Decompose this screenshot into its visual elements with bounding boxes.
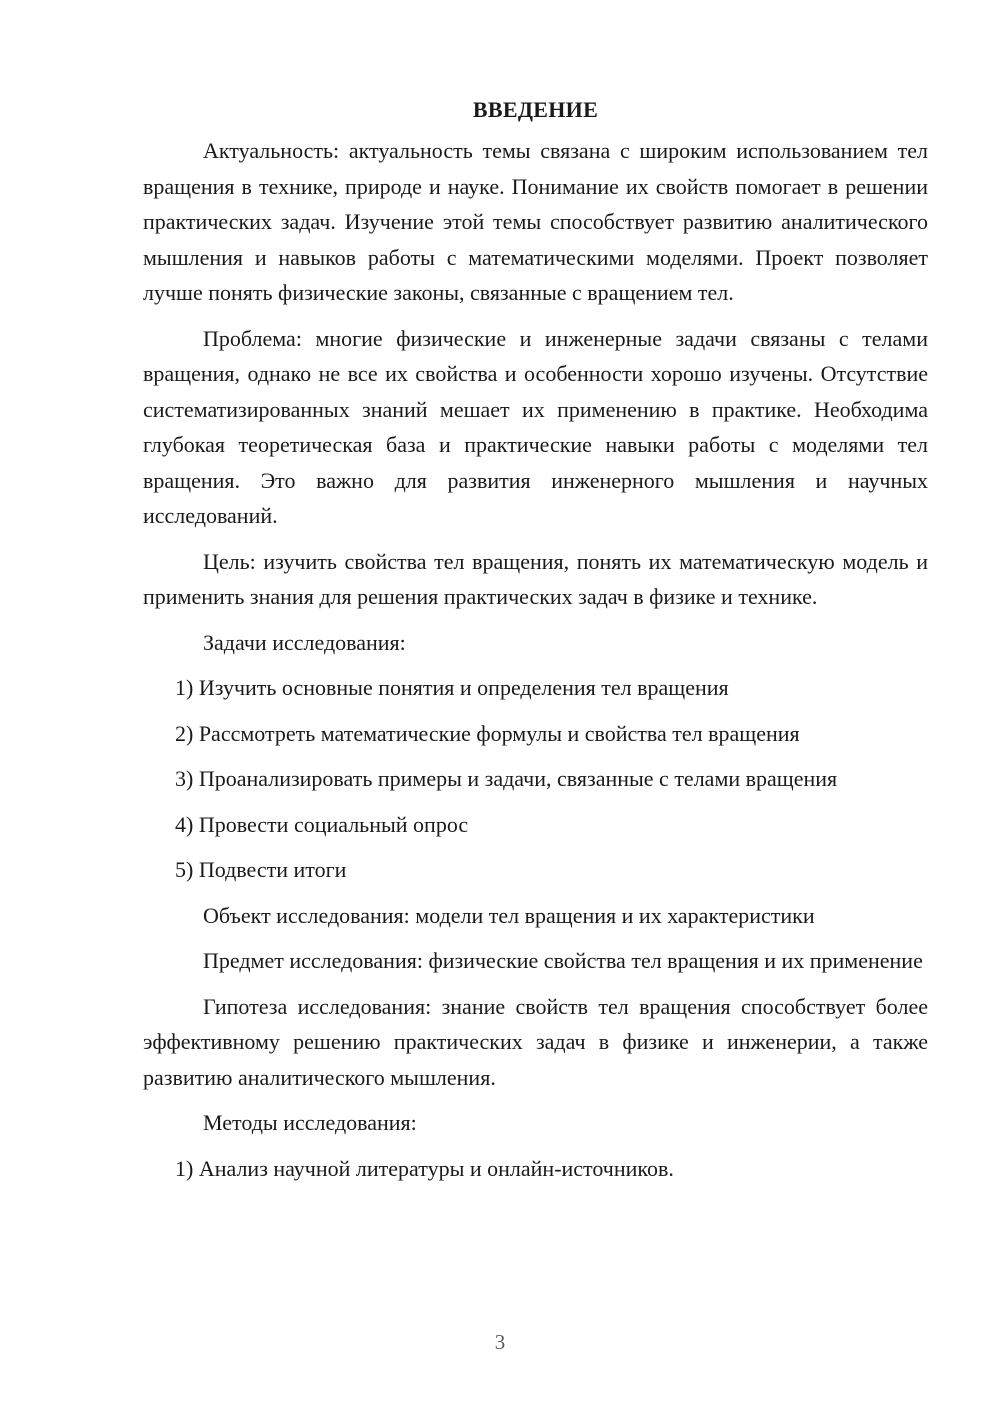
- list-item: 1) Изучить основные понятия и определения тел вращения: [175, 675, 729, 700]
- goal-paragraph: Цель: изучить свойства тел вращения, понять их математическую модель и применить знания для решения практических задач в физике и технике.: [143, 548, 928, 609]
- document-page: [143, 92, 928, 1196]
- list-item: 3) Проанализировать примеры и задачи, связанные с телами вращения: [175, 766, 838, 791]
- object-paragraph: Объект исследования: модели тел вращения и их характеристики: [203, 902, 815, 928]
- methods-list: [143, 1151, 928, 1187]
- page-number: 3: [494, 1330, 506, 1354]
- methods-heading: Методы исследования:: [203, 1110, 417, 1135]
- tasks-list: [143, 670, 928, 888]
- subject-paragraph: Предмет исследования: физические свойства тел вращения и их применение: [203, 948, 923, 973]
- list-item: 1) Анализ научной литературы и онлайн-источников.: [175, 1155, 674, 1181]
- problem-paragraph: Проблема: многие физические и инженерные задачи связаны с телами вращения, однако не все их свойства и особенности хорошо изучены. Отсутствие систематизированных знаний мешает их применению в практике. Необходима глубокая теоретическая база и практические навыки работы с моделями тел вращения. Это важно для развития инженерного мышления и научных исследований.: [143, 325, 928, 528]
- list-item: 2) Рассмотреть математические формулы и свойства тел вращения: [175, 720, 800, 746]
- list-item: 5) Подвести итоги: [175, 857, 347, 882]
- relevance-paragraph: Актуальность: актуальность темы связана с широким использованием тел вращения в технике, природе и науке. Понимание их свойств помогает в решении практических задач. Изучение этой темы способствует развитию аналитического мышления и навыков работы с математическими моделями. Проект позволяет лучше понять физические законы, связанные с вращением тел.: [143, 138, 928, 305]
- tasks-heading: Задачи исследования:: [203, 629, 406, 655]
- list-item: 4) Провести социальный опрос: [175, 811, 469, 837]
- page-title: ВВЕДЕНИЕ: [472, 97, 599, 122]
- hypothesis-paragraph: Гипотеза исследования: знание свойств тел вращения способствует более эффективному решению практических задач в физике и инженерии, а также развитию аналитического мышления.: [143, 993, 928, 1090]
